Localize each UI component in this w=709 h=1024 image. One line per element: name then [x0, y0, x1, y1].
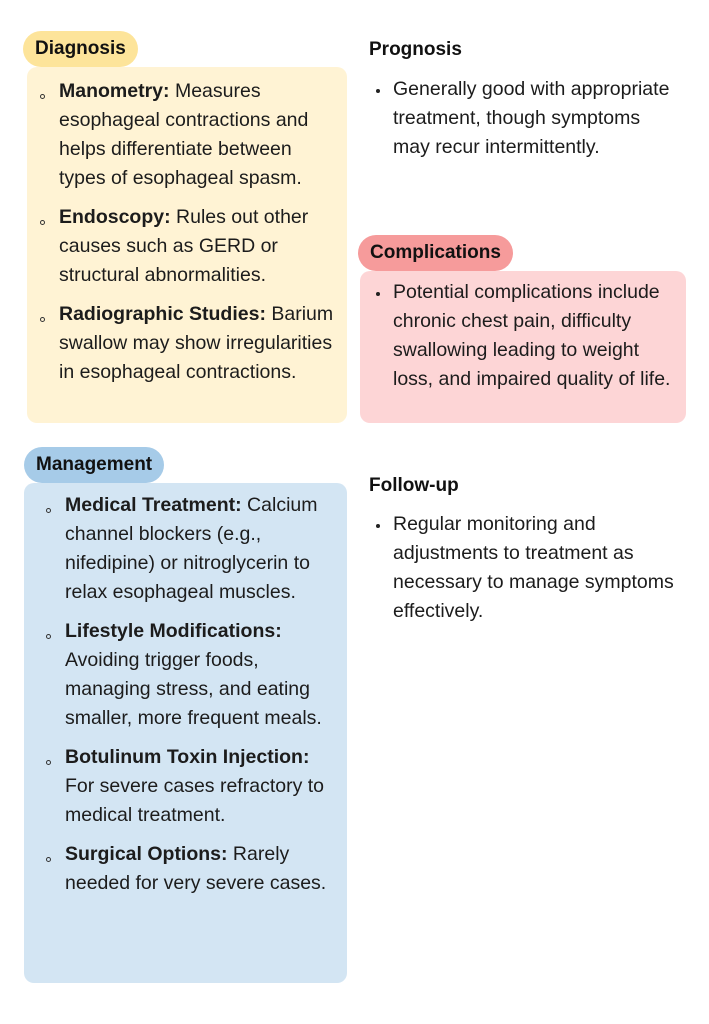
circle-bullet-icon — [46, 508, 51, 513]
item-term: Manometry: — [59, 80, 170, 102]
diagnosis-box — [27, 67, 347, 423]
item-text: For severe cases refractory to medical treatment. — [65, 775, 325, 826]
diagnosis-list — [39, 77, 337, 397]
bullet-dot-icon — [376, 524, 380, 528]
followup-heading: Follow-up — [369, 475, 459, 496]
list-item — [39, 300, 337, 387]
management-heading: Management — [24, 447, 164, 483]
item-text: Rarely needed for very severe cases. — [65, 843, 327, 894]
list-item — [45, 491, 341, 607]
list-item — [45, 840, 341, 898]
list-item — [371, 510, 681, 626]
item-term: Surgical Options: — [65, 843, 228, 865]
circle-bullet-icon — [40, 220, 45, 225]
item-term: Medical Treatment: — [65, 494, 242, 516]
item-text: Regular monitoring and adjustments to treatment as necessary to manage symptoms effectively. — [393, 513, 674, 622]
circle-bullet-icon — [40, 317, 45, 322]
list-item — [371, 75, 681, 162]
followup-list — [371, 510, 681, 626]
item-text: Generally good with appropriate treatment, though symptoms may recur intermittently. — [393, 78, 670, 158]
management-list — [45, 491, 341, 908]
circle-bullet-icon — [46, 857, 51, 862]
item-text: Barium swallow may show irregularities in esophageal contractions. — [59, 303, 334, 383]
item-text: Potential complications include chronic chest pain, difficulty swallowing leading to weight loss, and impaired quality of life. — [393, 281, 671, 390]
list-item — [371, 278, 676, 394]
prognosis-list — [371, 75, 681, 162]
complications-box — [360, 271, 686, 423]
prognosis-heading: Prognosis — [369, 39, 462, 60]
management-box — [24, 483, 347, 983]
complications-heading: Complications — [358, 235, 513, 271]
list-item — [39, 203, 337, 290]
item-term: Lifestyle Modifications: — [65, 620, 282, 642]
item-text: Calcium channel blockers (e.g., nifedipine) or nitroglycerin to relax esophageal muscles. — [65, 494, 318, 603]
item-text: Measures esophageal contractions and helps differentiate between types of esophageal spasm. — [59, 80, 309, 189]
list-item — [39, 77, 337, 193]
bullet-dot-icon — [376, 292, 380, 296]
circle-bullet-icon — [40, 94, 45, 99]
list-item — [45, 617, 341, 733]
item-text: Avoiding trigger foods, managing stress, and eating smaller, more frequent meals. — [65, 649, 322, 729]
item-text: Rules out other causes such as GERD or structural abnormalities. — [59, 206, 309, 286]
circle-bullet-icon — [46, 760, 51, 765]
item-term: Endoscopy: — [59, 206, 171, 228]
item-term: Radiographic Studies: — [59, 303, 266, 325]
item-term: Botulinum Toxin Injection: — [65, 746, 310, 768]
bullet-dot-icon — [376, 89, 380, 93]
list-item — [45, 743, 341, 830]
complications-list — [371, 278, 676, 394]
diagnosis-heading: Diagnosis — [23, 31, 138, 67]
circle-bullet-icon — [46, 634, 51, 639]
